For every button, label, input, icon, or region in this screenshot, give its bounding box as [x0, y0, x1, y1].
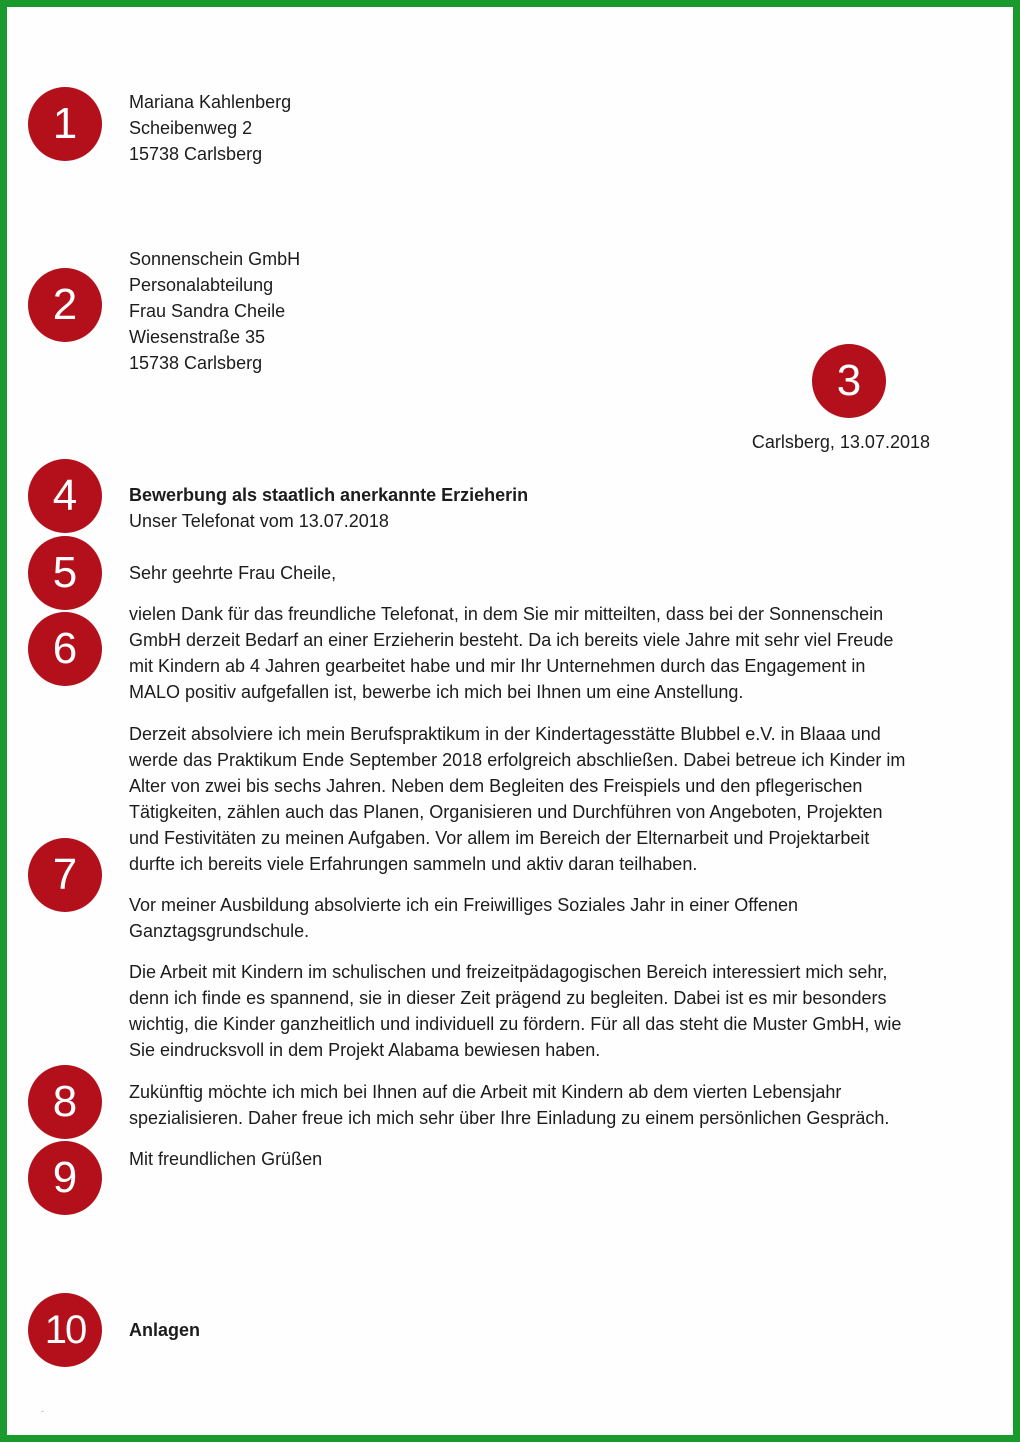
- number-badge-7: 7: [28, 838, 102, 912]
- paragraph-line: spezialisieren. Daher freue ich mich sehr über Ihre Einladung zu einem persönlichen Gespräch.: [129, 1108, 890, 1128]
- number-badge-1: 1: [28, 87, 102, 161]
- recipient-person: Frau Sandra Cheile: [129, 301, 286, 321]
- salutation: Sehr geehrte Frau Cheile,: [129, 563, 337, 583]
- number-badge-10: 10: [28, 1293, 102, 1367]
- paragraph-line: Ganztagsgrundschule.: [129, 921, 310, 941]
- paragraph-line: vielen Dank für das freundliche Telefonat, in dem Sie mir mitteilten, dass bei der Sonnenschein: [129, 604, 884, 624]
- paragraph-line: GmbH derzeit Bedarf an einer Erzieherin besteht. Da ich bereits viele Jahre mit sehr viel Freude: [129, 630, 894, 650]
- paragraph-motivation: [129, 959, 901, 1063]
- paragraph-volunteer: [129, 892, 798, 944]
- paragraph-line: wichtig, die Kinder ganzheitlich und individuell zu fördern. Für all das steht die Muster GmbH, wie: [129, 1014, 902, 1034]
- paragraph-line: durfte ich bereits viele Erfahrungen sammeln und aktiv daran teilhaben.: [129, 854, 698, 874]
- paragraph-line: Die Arbeit mit Kindern im schulischen und freizeitpädagogischen Bereich interessiert mich sehr,: [129, 962, 888, 982]
- sender-name: Mariana Kahlenberg: [129, 92, 292, 112]
- recipient-address: [129, 246, 300, 376]
- paragraph-line: und Festivitäten zu meinen Aufgaben. Vor allem im Bereich der Elternarbeit und Projektarbeit: [129, 828, 870, 848]
- paragraph-line: Alter von zwei bis sechs Jahren. Neben dem Begleiten des Freispiels und den pflegerischen: [129, 776, 863, 796]
- sender-address: [129, 89, 291, 167]
- paragraph-line: Tätigkeiten, zählen auch das Planen, Organisieren und Durchführen von Angeboten, Projekten: [129, 802, 883, 822]
- letter-date: Carlsberg, 13.07.2018: [751, 432, 930, 452]
- scan-speck: [41, 1411, 44, 1412]
- number-badge-8: 8: [28, 1065, 102, 1139]
- sender-street: Scheibenweg 2: [129, 118, 253, 138]
- sender-city: 15738 Carlsberg: [129, 144, 263, 164]
- greeting: Mit freundlichen Grüßen: [129, 1149, 323, 1169]
- recipient-department: Personalabteilung: [129, 275, 274, 295]
- attachments-label: Anlagen: [129, 1320, 201, 1340]
- reference-line: Unser Telefonat vom 13.07.2018: [129, 511, 389, 531]
- number-badge-3: 3: [812, 344, 886, 418]
- number-badge-5: 5: [28, 536, 102, 610]
- paragraph-line: Vor meiner Ausbildung absolvierte ich ein Freiwilliges Soziales Jahr in einer Offenen: [129, 895, 799, 915]
- paragraph-closing: [129, 1079, 889, 1131]
- paragraph-internship: [129, 721, 905, 877]
- paragraph-line: MALO positiv aufgefallen ist, bewerbe ich mich bei Ihnen um eine Anstellung.: [129, 682, 744, 702]
- paragraph-line: Zukünftig möchte ich mich bei Ihnen auf die Arbeit mit Kindern ab dem vierten Lebensjahr: [129, 1082, 842, 1102]
- recipient-street: Wiesenstraße 35: [129, 327, 266, 347]
- number-badge-9: 9: [28, 1141, 102, 1215]
- paragraph-line: mit Kindern ab 4 Jahren gearbeitet habe und mir Ihr Unternehmen durch das Engagement in: [129, 656, 866, 676]
- recipient-city: 15738 Carlsberg: [129, 353, 263, 373]
- number-badge-6: 6: [28, 612, 102, 686]
- number-badge-2: 2: [28, 268, 102, 342]
- paragraph-intro: [129, 601, 893, 705]
- subject-block: [129, 482, 528, 534]
- number-badge-4: 4: [28, 459, 102, 533]
- paragraph-line: Sie eindrucksvoll in dem Projekt Alabama bewiesen haben.: [129, 1040, 601, 1060]
- subject-line: Bewerbung als staatlich anerkannte Erzieherin: [129, 485, 529, 505]
- paragraph-line: denn ich finde es spannend, sie in dieser Zeit prägend zu begleiten. Dabei ist es mir besonders: [129, 988, 887, 1008]
- recipient-company: Sonnenschein GmbH: [129, 249, 301, 269]
- paragraph-line: werde das Praktikum Ende September 2018 erfolgreich abschließen. Dabei betreue ich Kinder im: [129, 750, 906, 770]
- paragraph-line: Derzeit absolviere ich mein Berufspraktikum in der Kindertagesstätte Blubbel e.V. in Blaaa und: [129, 724, 881, 744]
